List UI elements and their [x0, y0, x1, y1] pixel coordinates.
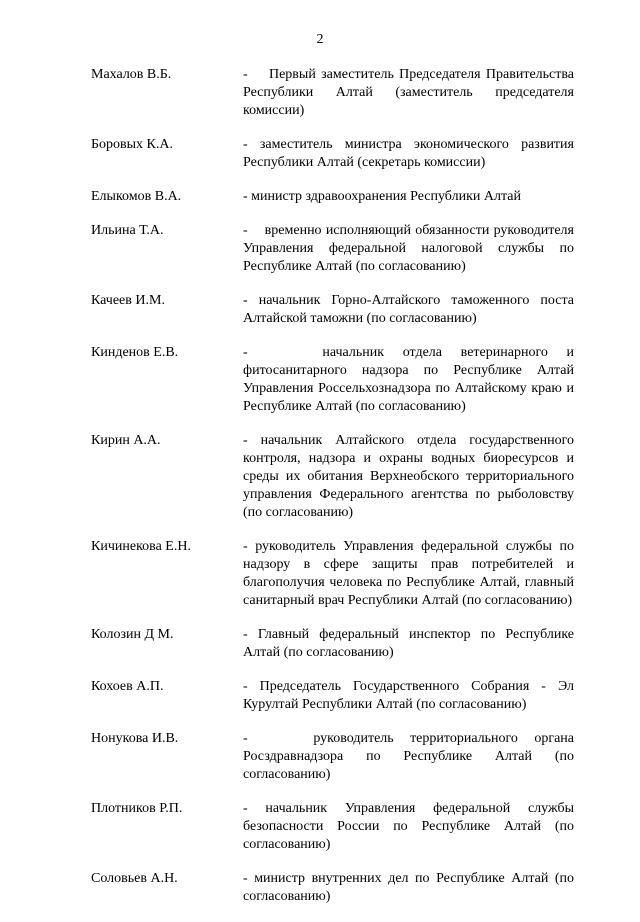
member-name: Кохоев А.П.: [91, 679, 164, 694]
member-name: Качеев И.М.: [91, 293, 165, 308]
member-name: Нонукова И.В.: [91, 731, 179, 746]
member-entry: [91, 292, 574, 328]
member-name: Колозин Д М.: [91, 627, 174, 642]
member-name: Соловьев А.Н.: [91, 871, 178, 886]
member-entry: [91, 66, 574, 120]
member-name: Махалов В.Б.: [91, 67, 172, 82]
member-name: Ильина Т.А.: [91, 223, 164, 238]
member-role: - заместитель министра экономического развития Республики Алтай (секретарь комиссии): [243, 137, 574, 170]
member-role: - Главный федеральный инспектор по Республике Алтай (по согласованию): [243, 627, 574, 660]
member-role: - министр внутренних дел по Республике Алтай (по согласованию): [243, 871, 574, 904]
member-name: Плотников Р.П.: [91, 801, 183, 816]
member-role: - Первый заместитель Председателя Правительства Республики Алтай (заместитель председателя комиссии): [243, 67, 574, 118]
member-role: - министр здравоохранения Республики Алтай: [243, 189, 521, 204]
member-entry: [91, 538, 574, 610]
member-entry: [91, 678, 574, 714]
member-entry: [91, 870, 574, 906]
member-name: Боровых К.А.: [91, 137, 174, 152]
member-entry: [91, 344, 574, 416]
member-entry: [91, 800, 574, 854]
member-role: - руководитель Управления федеральной службы по надзору в сфере защиты прав потребителей и благополучия человека по Республике Алтай, главный санитарный врач Республики Алтай (по согласованию): [243, 539, 574, 608]
member-name: Елыкомов В.А.: [91, 189, 182, 204]
member-entry: [91, 188, 574, 206]
page-number: 2: [316, 32, 324, 47]
member-role: - руководитель территориального органа Росздравнадзора по Республике Алтай (по согласованию): [243, 731, 574, 782]
member-entry: [91, 626, 574, 662]
member-entry: [91, 730, 574, 784]
member-name: Кирин А.А.: [91, 433, 161, 448]
member-role: - Председатель Государственного Собрания - Эл Курултай Республики Алтай (по согласованию): [243, 679, 574, 712]
commission-member-list: [91, 66, 574, 922]
member-role: - начальник Алтайского отдела государственного контроля, надзора и охраны водных биоресурсов и среды их обитания Верхнеобского территориального управления Федерального агентства по рыболовству (по согласованию): [243, 433, 574, 520]
member-role: - начальник Управления федеральной службы безопасности России по Республике Алтай (по согласованию): [243, 801, 574, 852]
member-entry: [91, 136, 574, 172]
member-name: Кичинекова Е.Н.: [91, 539, 191, 554]
member-role: - начальник отдела ветеринарного и фитосанитарного надзора по Республике Алтай Управления Россельхознадзора по Алтайскому краю и Республике Алтай (по согласованию): [243, 345, 574, 414]
member-role: - начальник Горно-Алтайского таможенного поста Алтайской таможни (по согласованию): [243, 293, 574, 326]
member-entry: [91, 222, 574, 276]
member-role: - временно исполняющий обязанности руководителя Управления федеральной налоговой службы по Республике Алтай (по согласованию): [243, 223, 574, 274]
member-entry: [91, 432, 574, 522]
member-name: Кинденов Е.В.: [91, 345, 179, 360]
